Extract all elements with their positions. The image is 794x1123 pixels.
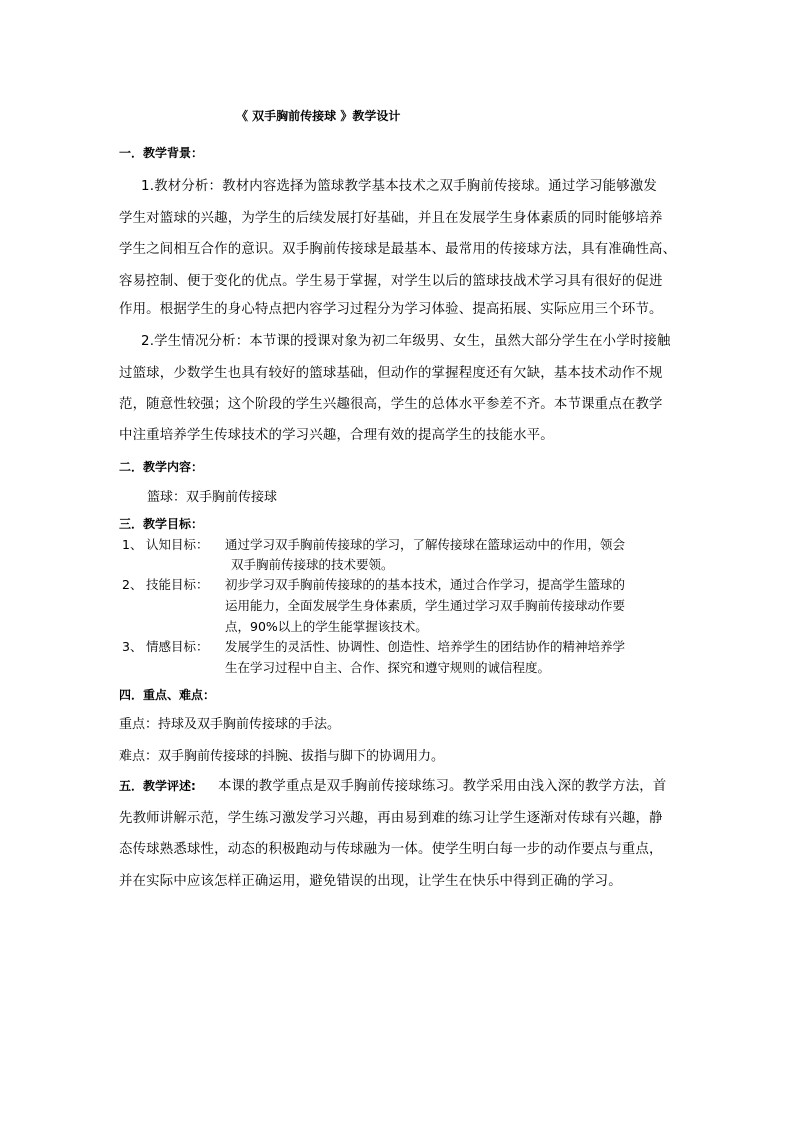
paragraph-line: 学生对篮球的兴趣，为学生的后续发展打好基础，并且在发展学生身体素质的同时能够培养 [119,211,663,226]
section-heading-key-points: 四．重点、难点： [119,688,216,702]
paragraph-line: 容易控制、便于变化的优点。学生易于掌握，对学生以后的篮球技战术学习具有很好的促进 [119,274,663,289]
paragraph-line: 作用。根据学生的身心特点把内容学习过程分为学习体验、提高拓展、实际应用三个环节。 [119,302,663,317]
goal-text-line: 初步学习双手胸前传接球的的基本技术，通过合作学习，提高学生篮球的 [225,577,626,592]
paragraph-line: 1.教材分析：教材内容选择为篮球教学基本技术之双手胸前传接球。通过学习能够激发 [141,179,658,194]
section-heading-background: 一．教学背景： [119,146,204,160]
section-heading-objectives: 三．教学目标： [119,517,204,531]
goal-label-cognitive: 认知目标： [146,537,209,552]
goal-label-skill: 技能目标： [146,577,209,592]
goal-text-line: 通过学习双手胸前传接球的学习，了解传接球在篮球运动中的作用，领会 [225,537,626,552]
goal-text-line: 生在学习过程中自主、合作、探究和遵守规则的诚信程度。 [225,660,551,675]
difficulty-line: 难点：双手胸前传接球的抖腕、拔指与脚下的协调用力。 [119,749,445,764]
goal-label-affective: 情感目标： [146,639,209,654]
paragraph-line: 范，随意性较强；这个阶段的学生兴趣很高，学生的总体水平参差不齐。本节课重点在教学 [119,397,663,412]
goal-number: 2、 [122,577,143,592]
key-point-line: 重点：持球及双手胸前传接球的手法。 [119,717,341,732]
goal-text-line: 运用能力，全面发展学生身体素质，学生通过学习双手胸前传接球动作要 [225,598,626,613]
goal-number: 3、 [122,639,143,654]
document-title: 《 双手胸前传接球 》教学设计 [236,109,401,123]
paragraph-line: 先教师讲解示范，学生练习激发学习兴趣，再由易到难的练习让学生逐渐对传球有兴趣，静 [119,811,663,826]
paragraph-line: 本课的教学重点是双手胸前传接球练习。教学采用由浅入深的教学方法，首 [218,779,667,794]
section-heading-review: 五．教学评述: [119,779,196,793]
paragraph-line: 2.学生情况分析：本节课的授课对象为初二年级男、女生，虽然大部分学生在小学时接触 [141,334,671,349]
goal-text-line: 点，90%以上的学生能掌握该技术。 [225,619,428,634]
section-heading-content: 二．教学内容： [119,460,204,474]
paragraph-line: 中注重培养学生传球技术的学习兴趣，合理有效的提高学生的技能水平。 [119,428,554,443]
content-line: 篮球：双手胸前传接球 [147,490,278,505]
paragraph-line: 并在实际中应该怎样正确运用，避免错误的出现，让学生在快乐中得到正确的学习。 [119,874,622,889]
paragraph-line: 态传球熟悉球性，动态的积极跑动与传球融为一体。使学生明白每一步的动作要点与重点， [119,842,663,857]
paragraph-line: 学生之间相互合作的意识。双手胸前传接球是最基本、最常用的传接球方法，具有准确性高、 [119,242,677,257]
goal-text-line: 双手胸前传接球的技术要领。 [231,557,394,572]
paragraph-line: 过篮球，少数学生也具有较好的篮球基础，但动作的掌握程度还有欠缺，基本技术动作不规 [119,366,663,381]
goal-text-line: 发展学生的灵活性、协调性、创造性、培养学生的团结协作的精神培养学 [225,639,626,654]
goal-number: 1、 [122,537,143,552]
